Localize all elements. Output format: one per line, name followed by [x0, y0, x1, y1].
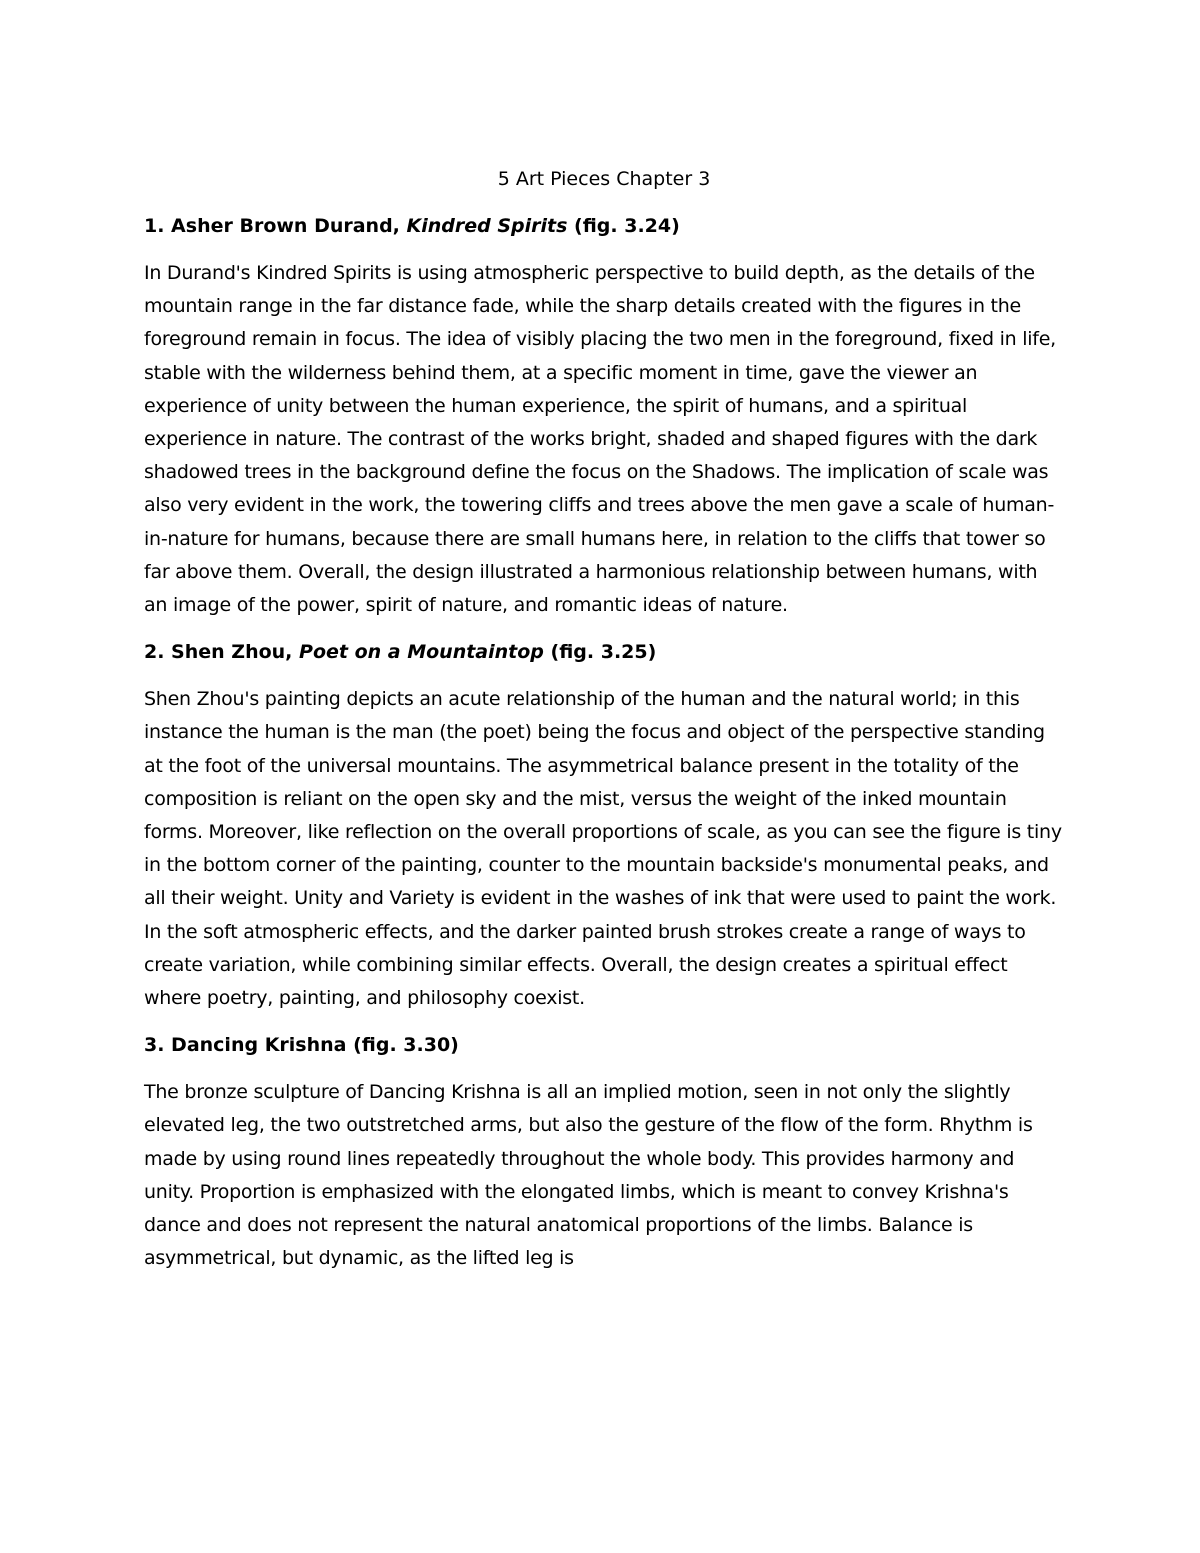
document-title: 5 Art Pieces Chapter 3 — [497, 168, 711, 190]
section-dancing-krishna — [144, 1029, 1064, 1275]
section-heading — [144, 1029, 1064, 1062]
section-kindred-spirits — [144, 210, 1064, 622]
section-body: The bronze sculpture of Dancing Krishna is all an implied motion, seen in not only the slightly elevated leg, the two outstretched arms, but also the gesture of the flow of the form. Rhythm is made by using round lines repeatedly throughout the whole body. This provides harmony and unity. Proportion is emphasized with the elongated limbs, which is meant to convey Krishna's dance and does not represent the natural anatomical proportions of the limbs. Balance is asymmetrical, but dynamic, as the lifted leg is — [144, 1081, 1033, 1270]
heading-suffix: (fig. 3.25) — [543, 641, 657, 664]
section-body: Shen Zhou's painting depicts an acute relationship of the human and the natural world; in this instance the human is the man (the poet) being the focus and object of the perspective standing at the foot of the universal mountains. The asymmetrical balance present in the totality of the composition is reliant on the open sky and the mist, versus the weight of the inked mountain forms. Moreover, like reflection on the overall proportions of scale, as you can see the figure is tiny in the bottom corner of the painting, counter to the mountain backside's monumental peaks, and all their weight. Unity and Variety is evident in the washes of ink that were used to paint the work. In the soft atmospheric effects, and the darker painted brush strokes create a range of ways to create variation, while combining similar effects. Overall, the design creates a spiritual effect where poetry, painting, and philosophy coexist. — [144, 688, 1062, 1010]
heading-prefix: 3. Dancing Krishna (fig. 3.30) — [144, 1034, 459, 1057]
artwork-title: Kindred Spirits — [406, 215, 568, 237]
section-poet-on-a-mountaintop — [144, 636, 1064, 1015]
section-heading — [144, 636, 1064, 669]
section-heading — [144, 210, 1064, 243]
heading-prefix: 1. Asher Brown Durand, — [144, 215, 407, 237]
heading-suffix: (fig. 3.24) — [567, 215, 680, 237]
heading-prefix: 2. Shen Zhou, — [144, 641, 300, 664]
artwork-title: Poet on a Mountaintop — [299, 641, 544, 664]
document-content — [144, 163, 1064, 1289]
section-body: In Durand's Kindred Spirits is using atmospheric perspective to build depth, as the details of the mountain range in the far distance fade, while the sharp details created with the figures in the foreground remain in focus. The idea of visibly placing the two men in the foreground, fixed in life, stable with the wilderness behind them, at a specific moment in time, gave the viewer an experience of unity between the human experience, the spirit of humans, and a spiritual experience in nature. The contrast of the works bright, shaded and shaped figures with the dark shadowed trees in the background define the focus on the Shadows. The implication of scale was also very evident in the work, the towering cliffs and trees above the men gave a scale of human-in-nature for humans, because there are small humans here, in relation to the cliffs that tower so far above them. Overall, the design illustrated a harmonious relationship between humans, with an image of the power, spirit of nature, and romantic ideas of nature. — [144, 262, 1056, 617]
